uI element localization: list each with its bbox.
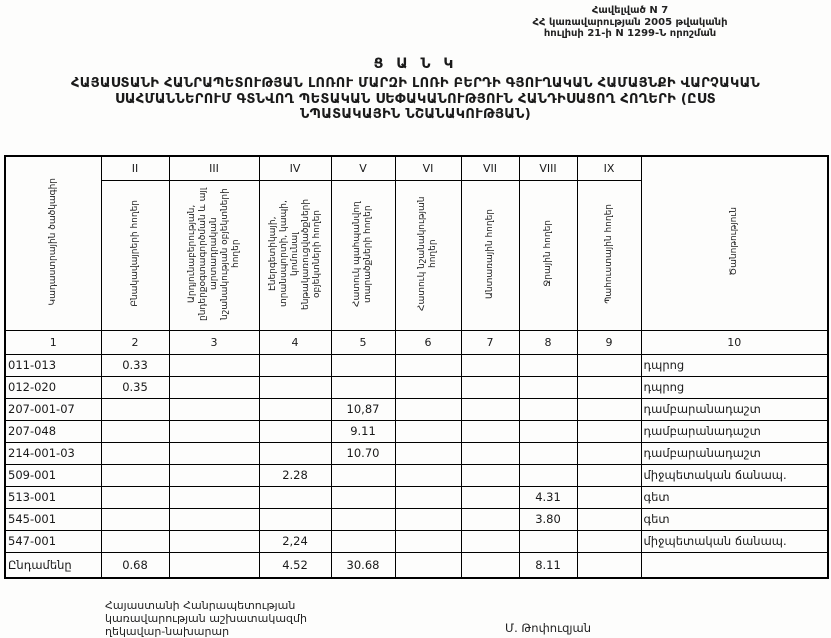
area-value-cell: [577, 486, 641, 508]
colnum-9: 9: [577, 330, 641, 354]
area-value-cell: [519, 420, 577, 442]
header-cadastral-code-label: Կադաստրային ծածկագիր: [47, 177, 58, 306]
area-value-cell: [577, 508, 641, 530]
appendix-line-3: հուլիսի 21-ի N 1299-Ն որոշման: [543, 28, 717, 39]
area-value-cell: 4.31: [519, 486, 577, 508]
header-water-lands: [519, 180, 577, 330]
area-value-cell: [577, 464, 641, 486]
area-value-cell: [461, 354, 519, 376]
subtitle-line-1: ՀԱՅԱՍՏԱՆԻ ՀԱՆՐԱՊԵՏՈՒԹՅԱՆ ԼՈՌՈՒ ՄԱՐԶԻ ԼՈՌԻ ԲԵՐԴԻ ԳՅՈՒՂԱԿԱՆ ՀԱՄԱՅՆՔԻ ՎԱՐՉԱԿԱՆ: [70, 76, 761, 91]
area-value-cell: [519, 398, 577, 420]
appendix-line-1: Հավելված N 7: [591, 5, 669, 16]
area-value-cell: [519, 530, 577, 552]
area-value-cell: [259, 508, 331, 530]
area-value-cell: 0.68: [101, 552, 169, 578]
cadastral-code-cell: 547-001: [5, 530, 101, 552]
header-energy-transport-lands-label: Էներգետիկայի, տրանսպորտի, կապի, կոմունալ ենթակառուցվածքների օբյեկտների հողեր: [267, 197, 322, 310]
cadastral-code-cell: 509-001: [5, 464, 101, 486]
area-value-cell: [169, 530, 259, 552]
area-value-cell: 2.28: [259, 464, 331, 486]
header-reserve-lands-label: Պահուստային հողեր: [603, 203, 614, 304]
roman-II: II: [101, 156, 169, 180]
area-value-cell: [577, 420, 641, 442]
area-value-cell: [101, 486, 169, 508]
area-value-cell: [577, 530, 641, 552]
table-row: [5, 442, 828, 464]
area-value-cell: [577, 442, 641, 464]
area-value-cell: 3.80: [519, 508, 577, 530]
subtitle-line-2: ՍԱՀՄԱՆՆԵՐՈՒՄ ԳՏՆՎՈՂ ՊԵՏԱԿԱՆ ՍԵՓԱԿԱՆՈՒԹՅՈՒՆ ՀԱՆԴԻՍԱՑՈՂ ՀՈՂԵՐԻ (ԸՍՏ: [115, 91, 716, 107]
colnum-8: 8: [519, 330, 577, 354]
appendix-reference: [440, 5, 820, 40]
area-value-cell: [101, 464, 169, 486]
area-value-cell: [169, 486, 259, 508]
header-settlement-lands: [101, 180, 169, 330]
area-value-cell: [169, 398, 259, 420]
area-value-cell: [461, 530, 519, 552]
header-settlement-lands-label: Բնակավայրերի հողեր: [129, 200, 140, 307]
area-value-cell: [169, 464, 259, 486]
area-value-cell: [395, 508, 461, 530]
roman-IV: IV: [259, 156, 331, 180]
area-value-cell: [577, 354, 641, 376]
header-special-purpose-lands: [395, 180, 461, 330]
area-value-cell: [461, 464, 519, 486]
signatory-title-block: [105, 599, 307, 638]
area-value-cell: [395, 552, 461, 578]
area-value-cell: [461, 420, 519, 442]
area-value-cell: [395, 464, 461, 486]
roman-VIII: VIII: [519, 156, 577, 180]
area-value-cell: 4.52: [259, 552, 331, 578]
area-value-cell: [259, 442, 331, 464]
area-value-cell: [461, 486, 519, 508]
area-value-cell: [331, 354, 395, 376]
appendix-line-2: ՀՀ կառավարության 2005 թվականի: [532, 16, 728, 28]
total-row: [5, 552, 828, 578]
note-cell: [641, 552, 828, 578]
note-cell: դպրոց: [641, 354, 828, 376]
area-value-cell: [577, 376, 641, 398]
note-cell: դպրոց: [641, 376, 828, 398]
note-cell: գետ: [641, 508, 828, 530]
cadastral-code-cell: Ընդամենը: [5, 552, 101, 578]
area-value-cell: [577, 398, 641, 420]
area-value-cell: 0.35: [101, 376, 169, 398]
cadastral-code-cell: 207-001-07: [5, 398, 101, 420]
area-value-cell: [461, 398, 519, 420]
area-value-cell: [101, 420, 169, 442]
cadastral-code-cell: 214-001-03: [5, 442, 101, 464]
area-value-cell: 0.33: [101, 354, 169, 376]
area-value-cell: [331, 486, 395, 508]
header-industrial-lands-label: Արդյունաբերության, ընդերքօգտագործման և այլ արտադրական նշանակության օբյեկտների հողեր: [186, 186, 241, 321]
note-cell: միջպետական ճանապ.: [641, 530, 828, 552]
roman-V: V: [331, 156, 395, 180]
note-cell: գետ: [641, 486, 828, 508]
header-energy-transport-lands: [259, 180, 331, 330]
header-reserve-lands: [577, 180, 641, 330]
document-subtitle: [4, 76, 827, 123]
column-number-row: [5, 330, 828, 354]
header-cadastral-code: [5, 156, 101, 330]
cadastral-code-cell: 011-013: [5, 354, 101, 376]
area-value-cell: [395, 530, 461, 552]
area-value-cell: [395, 376, 461, 398]
area-value-cell: [577, 552, 641, 578]
colnum-4: 4: [259, 330, 331, 354]
roman-IX: IX: [577, 156, 641, 180]
area-value-cell: [461, 552, 519, 578]
area-value-cell: [101, 442, 169, 464]
area-value-cell: [395, 420, 461, 442]
area-value-cell: [169, 552, 259, 578]
area-value-cell: [331, 376, 395, 398]
table-row: [5, 376, 828, 398]
table-row: [5, 354, 828, 376]
header-special-purpose-lands-label: Հատուկ նշանակության հողեր: [417, 196, 438, 311]
table-row: [5, 464, 828, 486]
header-protected-areas-lands: [331, 180, 395, 330]
signatory-line-2: կառավարության աշխատակազմի: [105, 612, 307, 625]
table-row: [5, 530, 828, 552]
roman-III: III: [169, 156, 259, 180]
document-heading: Ց Ա Ն Կ: [373, 56, 458, 72]
area-value-cell: [519, 354, 577, 376]
colnum-1: 1: [5, 330, 101, 354]
area-value-cell: [259, 420, 331, 442]
colnum-3: 3: [169, 330, 259, 354]
area-value-cell: 9.11: [331, 420, 395, 442]
header-protected-areas-lands-label: Հատուկ պահպանվող տարածքների հողեր: [352, 200, 373, 307]
area-value-cell: [519, 442, 577, 464]
header-industrial-lands: [169, 180, 259, 330]
area-value-cell: [395, 486, 461, 508]
area-value-cell: [169, 420, 259, 442]
area-value-cell: [395, 398, 461, 420]
subtitle-line-3: ՆՊԱՏԱԿԱՅԻՆ ՆՇԱՆԱԿՈՒԹՅԱՆ): [300, 107, 531, 122]
area-value-cell: [169, 354, 259, 376]
area-value-cell: [461, 508, 519, 530]
area-value-cell: [101, 398, 169, 420]
roman-numeral-row: [5, 156, 828, 180]
area-value-cell: 10,87: [331, 398, 395, 420]
area-value-cell: [519, 464, 577, 486]
area-value-cell: 30.68: [331, 552, 395, 578]
table-row: [5, 486, 828, 508]
note-cell: դամբարանադաշտ: [641, 420, 828, 442]
header-note: [641, 156, 828, 330]
signature-name: Մ. Թոփուզյան: [505, 621, 591, 635]
header-water-lands-label: Ջրային հողեր: [542, 220, 553, 287]
header-note-label: Ծանոթություն: [728, 207, 739, 277]
area-value-cell: [101, 530, 169, 552]
table-row: [5, 398, 828, 420]
roman-VI: VI: [395, 156, 461, 180]
area-value-cell: [259, 398, 331, 420]
area-value-cell: [331, 508, 395, 530]
signatory-line-1: Հայաստանի Հանրապետության: [105, 599, 296, 612]
area-value-cell: [259, 354, 331, 376]
colnum-10: 10: [641, 330, 828, 354]
header-forest-lands-label: Անտառային հողեր: [484, 208, 495, 299]
area-value-cell: [395, 354, 461, 376]
area-value-cell: [169, 508, 259, 530]
area-value-cell: 2,24: [259, 530, 331, 552]
area-value-cell: [461, 442, 519, 464]
area-value-cell: [331, 530, 395, 552]
colnum-5: 5: [331, 330, 395, 354]
area-value-cell: [395, 442, 461, 464]
signatory-line-3: ղեկավար-նախարար: [105, 625, 230, 638]
note-cell: միջպետական ճանապ.: [641, 464, 828, 486]
area-value-cell: [331, 464, 395, 486]
land-parcels-table: [4, 155, 829, 579]
note-cell: դամբարանադաշտ: [641, 398, 828, 420]
area-value-cell: [101, 508, 169, 530]
roman-VII: VII: [461, 156, 519, 180]
area-value-cell: [259, 376, 331, 398]
area-value-cell: [169, 442, 259, 464]
area-value-cell: 8.11: [519, 552, 577, 578]
table-row: [5, 508, 828, 530]
cadastral-code-cell: 513-001: [5, 486, 101, 508]
area-value-cell: [519, 376, 577, 398]
note-cell: դամբարանադաշտ: [641, 442, 828, 464]
area-value-cell: [461, 376, 519, 398]
area-value-cell: [169, 376, 259, 398]
colnum-2: 2: [101, 330, 169, 354]
area-value-cell: 10.70: [331, 442, 395, 464]
cadastral-code-cell: 545-001: [5, 508, 101, 530]
header-forest-lands: [461, 180, 519, 330]
table-row: [5, 420, 828, 442]
colnum-7: 7: [461, 330, 519, 354]
cadastral-code-cell: 207-048: [5, 420, 101, 442]
area-value-cell: [259, 486, 331, 508]
colnum-6: 6: [395, 330, 461, 354]
cadastral-code-cell: 012-020: [5, 376, 101, 398]
